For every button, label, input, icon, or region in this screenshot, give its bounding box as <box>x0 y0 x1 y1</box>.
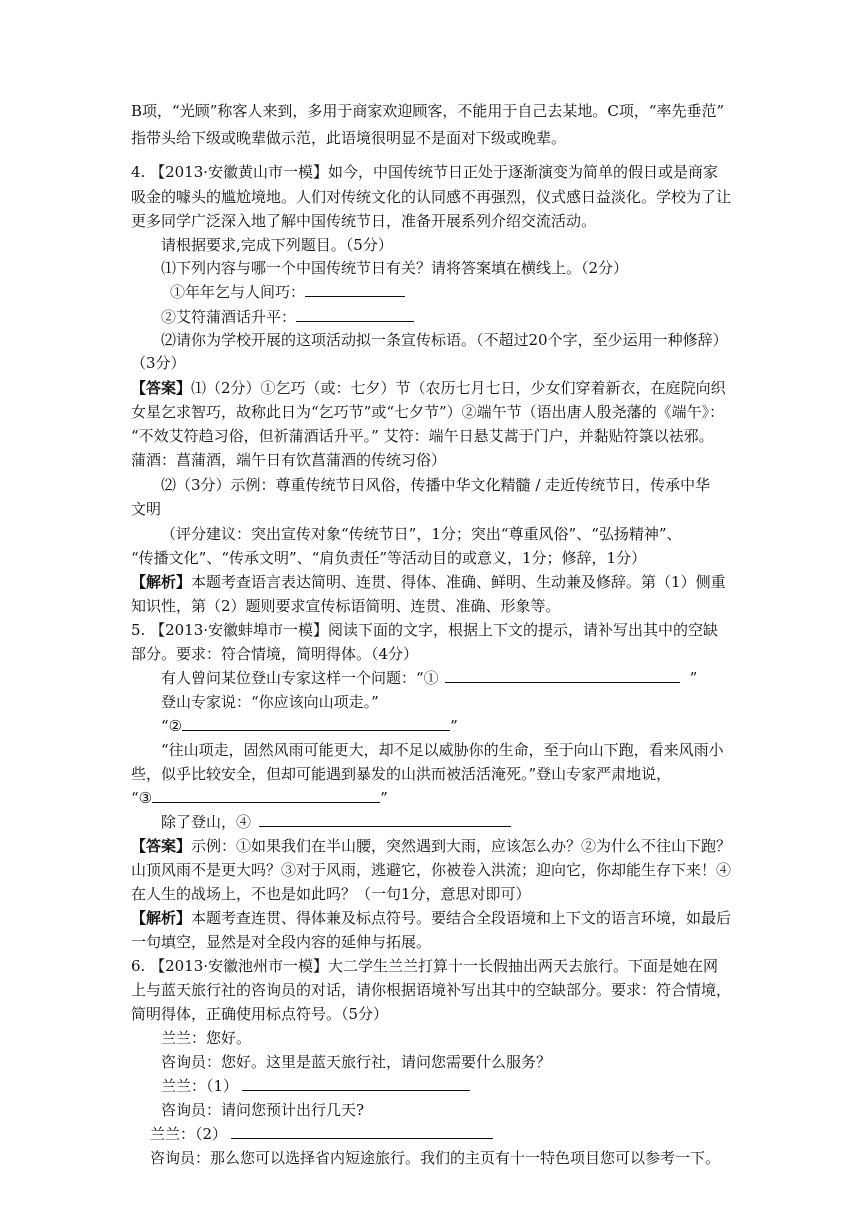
question-4-stem: 4. 【2013·安徽黄山市一模】如今，中国传统节日正处于逐渐演变为简单的假日或是商家 <box>131 163 719 181</box>
text-line: ⑵（3分）示例：尊重传统节日风俗，传播中华文化精髓 / 走近传统节日，传承中华 <box>161 476 711 494</box>
dialogue-text: 除了登山，④ <box>161 813 252 831</box>
answer-line <box>131 378 726 398</box>
dialogue-line <box>161 812 511 832</box>
scoring-note: （评分建议：突出宣传对象“传统节日”，1分；突出“尊重风俗”、“弘扬精神”、 <box>161 525 682 543</box>
text-line: 女星乞求智巧，故称此日为“乞巧节”或“七夕节”）②端午节（语出唐人殷尧藩的《端午》： <box>131 403 725 421</box>
answer-blank <box>296 307 414 322</box>
dialogue-line <box>161 1076 470 1096</box>
text-line: 吸金的噱头的尴尬境地。人们对传统文化的认同感不再强烈，仪式感日益淡化。学校为了让 <box>131 188 732 206</box>
text-line: 更多同学广泛深入地了解中国传统节日，准备开展系列介绍交流活动。 <box>131 212 597 230</box>
sub-question-2: ⑵请你为学校开展的这项活动拟一条宣传标语。（不超过20个字，至少运用一种修辞） <box>161 331 728 349</box>
question-5-stem: 5. 【2013·安徽蚌埠市一模】阅读下面的文字，根据上下文的提示，请补写出其中的空缺 <box>131 621 719 639</box>
item-2-label: ②艾符蒲酒话升平： <box>161 308 297 326</box>
answer-blank <box>305 282 405 297</box>
analysis-label: 【解析】 <box>131 573 192 591</box>
dialogue-text: “③ <box>131 789 153 807</box>
dialogue-line <box>131 788 388 808</box>
dialogue-line <box>150 1124 493 1144</box>
text-line: “往山项走，固然风雨可能更大，却不足以威胁你的生命，至于向山下跑，看来风雨小 <box>161 741 724 759</box>
quote-mark: ” <box>689 669 698 687</box>
dialogue-line: 咨询员：那么您可以选择省内短途旅行。我们的主页有十一特色项目您可以参考一下。 <box>150 1149 721 1167</box>
text-line: 蒲酒：菖蒲酒，端午日有饮菖蒲酒的传统习俗） <box>131 451 447 469</box>
text-line: 部分。要求：符合情境，简明得体。（4分） <box>131 645 419 663</box>
dialogue-line: 登山专家说：“你应该向山项走。” <box>161 693 379 711</box>
item-2 <box>161 307 414 327</box>
text-line: 文明 <box>131 500 162 518</box>
dialogue-line <box>161 668 697 688</box>
text-line: 知识性，第（2）题则要求宣传标语简明、连贯、准确、形象等。 <box>131 597 561 615</box>
dialogue-text: 兰兰：（1） <box>161 1077 239 1095</box>
quote-mark: ” <box>450 717 458 735</box>
answer-blank <box>445 668 680 683</box>
text-line: 一句填空，显然是对全段内容的延伸与拓展。 <box>131 933 432 951</box>
text-line: 指带头给下级或晚辈做示范，此语境很明显不是面对下级或晚辈。 <box>131 129 567 147</box>
answer-text: ⑴（2分）①乞巧（或：七夕）节（农历七月七日，少女们穿着新衣，在庭院向织 <box>191 379 726 397</box>
dialogue-line: 咨询员：请问您预计出行几天? <box>161 1101 365 1119</box>
answer-blank <box>259 812 511 827</box>
dialogue-text: 兰兰：（2） <box>150 1125 228 1143</box>
text-line: 简明得体，正确使用标点符号。（5分） <box>131 1005 389 1023</box>
text-line: “不效艾符趋习俗，但祈蒲酒话升平。” 艾符：端午日悬艾蒿于门户，并黏贴符箓以祛邪。 <box>131 427 714 445</box>
answer-blank <box>231 1124 493 1139</box>
text-line: 些，似乎比较安全，但却可能遇到暴发的山洪而被活活淹死。”登山专家严肃地说， <box>131 765 672 783</box>
answer-text: 示例：①如果我们在半山腰，突然遇到大雨，应该怎么办？②为什么不往山下跑？ <box>191 837 732 855</box>
dialogue-text: “② <box>161 717 183 735</box>
sub-question-1: ⑴下列内容与哪一个中国传统节日有关？请将答案填在横线上。（2分） <box>161 259 629 277</box>
answer-blank <box>152 788 380 803</box>
dialogue-line <box>161 716 458 736</box>
answer-label: 【答案】 <box>131 379 192 397</box>
analysis-label: 【解析】 <box>131 909 192 927</box>
answer-line <box>131 836 731 856</box>
item-1-label: ①年年乞与人间巧： <box>170 283 306 301</box>
analysis-line <box>131 908 731 928</box>
answer-blank <box>242 1076 470 1091</box>
analysis-line <box>131 572 726 592</box>
text-line: 上与蓝天旅行社的咨询员的对话，请你根据语境补写出其中的空缺部分。要求：符合情境， <box>131 981 732 999</box>
instruction: 请根据要求,完成下列题目。（5分） <box>161 236 393 254</box>
answer-label: 【答案】 <box>131 837 192 855</box>
text-line: （3分） <box>131 354 186 372</box>
answer-blank <box>182 716 450 731</box>
dialogue-text: 有人曾问某位登山专家这样一个问题：“① <box>161 669 439 687</box>
dialogue-line: 兰兰：您好。 <box>161 1029 252 1047</box>
text-line: B项，“光顾”称客人来到，多用于商家欢迎顾客，不能用于自己去某地。C项，“率先垂范” <box>131 102 725 120</box>
analysis-text: 本题考查语言表达简明、连贯、得体、准确、鲜明、生动兼及修辞。第（1）侧重 <box>191 573 726 591</box>
text-line: 山顶风雨不是更大吗？③对于风雨，逃避它，你被卷入洪流；迎向它，你却能生存下来！④ <box>131 861 732 879</box>
quote-mark: ” <box>380 789 388 807</box>
question-6-stem: 6. 【2013·安徽池州市一模】大二学生兰兰打算十一长假抽出两天去旅行。下面是她在网 <box>131 957 719 975</box>
analysis-text: 本题考查连贯、得体兼及标点符号。要结合全段语境和上下文的语言环境，如最后 <box>191 909 732 927</box>
text-line: “传播文化”、“传承文明”、“肩负责任”等活动目的或意义，1分；修辞，1分） <box>131 549 647 567</box>
dialogue-line: 咨询员：您好。这里是蓝天旅行社，请问您需要什么服务？ <box>161 1053 552 1071</box>
text-line: 在人生的战场上，不也是如此吗？（一句1分，意思对即可） <box>131 885 531 903</box>
item-1 <box>170 282 405 302</box>
